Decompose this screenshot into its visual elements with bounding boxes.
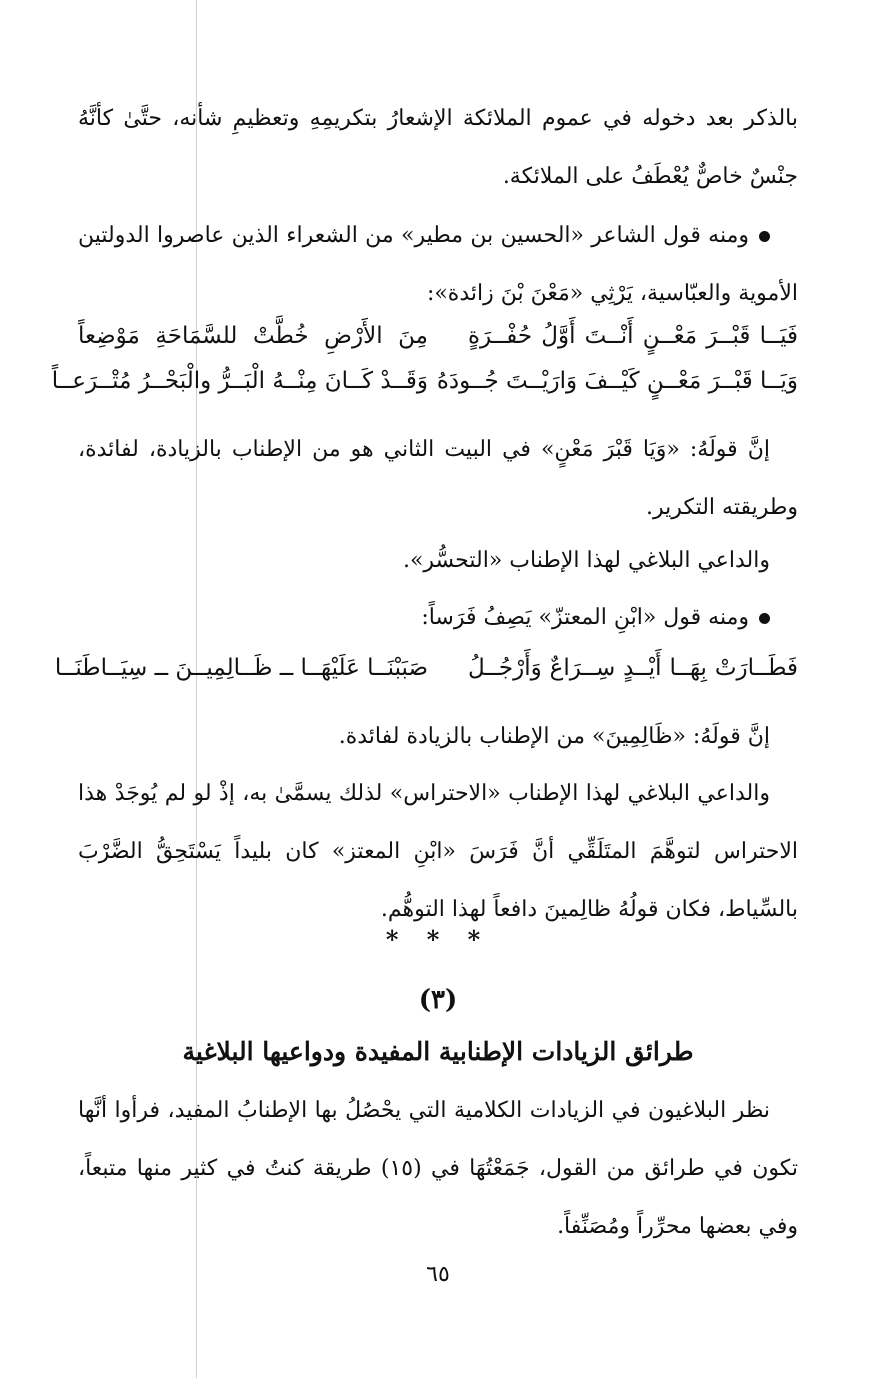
section-number: (٣) xyxy=(418,985,458,1015)
verse-3-second-hemistich: فَطَــارَتْ بِهَــا أَيْــدٍ سِــرَاعٌ وَأَرْجُــلُ xyxy=(468,655,798,681)
bullet-icon xyxy=(759,231,770,242)
verse-2-second-hemistich: وَقَــدْ كَــانَ مِنْــهُ الْبَــرُّ والْبَحْــرُ مُتْــرَعــاً xyxy=(51,368,428,394)
verse-1-first-hemistich: فَيَــا قَبْــرَ مَعْــنٍ أَنْــتَ أَوَّلُ حُفْــرَةٍ xyxy=(468,323,798,349)
paragraph-repetition-explanation: إنَّ قولَهُ: «وَيَا قَبْرَ مَعْنٍ» في البيت الثاني هو من الإطناب بالزيادة، لفائدة، وطريقته التكرير. xyxy=(78,437,798,520)
paragraph-precaution-motive: والداعي البلاغي لهذا الإطناب «الاحتراس» لذلك يسمَّىٰ به، إذْ لو لم يُوجَدْ هذا الاحتراس لتوهَّمَ المتَلَقِّي أنَّ فَرَسَ «ابْنِ المعتز» كان بليداً يَسْتَحِقُّ الضَّرْبَ بالسِّياط، فكان قولُهُ ظالِمينَ دافعاً لهذا التوهُّم. xyxy=(78,781,798,922)
verse-1-second-hemistich: مِنَ الأَرْضِ خُطَّتْ للسَّمَاحَةِ مَوْضِعاً xyxy=(78,323,428,349)
paragraph-ibn-mutazz-intro-text: ومنه قول «ابْنِ المعتزّ» يَصِفُ فَرَساً: xyxy=(421,605,749,630)
verse-2-first-hemistich: وَيَــا قَبْــرَ مَعْــنٍ كَيْــفَ وَارَيْــتَ جُــودَهُ xyxy=(436,368,798,394)
section-title: طرائق الزيادات الإطنابية المفيدة ودواعيها البلاغية xyxy=(182,1037,694,1066)
paragraph-rhetoricians-view: نظر البلاغيون في الزيادات الكلامية التي يحْصُلُ بها الإطنابُ المفيد، فرأوا أنَّها تكون في طرائق من القول، جَمَعْتُهَا في (١٥) طريقة كنتُ في كثير منها متبعاً، وفي بعضها محرِّراً ومُصَنِّفاً. xyxy=(78,1098,798,1239)
paragraph-lament-motive: والداعي البلاغي لهذا الإطناب «التحسُّر». xyxy=(402,548,770,573)
verse-line-3 xyxy=(54,655,798,699)
paragraph-zalimin-explanation: إنَّ قولَهُ: «ظَالِمِينَ» من الإطناب بالزيادة لفائدة. xyxy=(338,724,770,749)
paragraph-angels-continuation: بالذكر بعد دخوله في عموم الملائكة الإشعارُ بتكريمِهِ وتعظيمِ شأنه، حتَّىٰ كأنَّهُ جنْسٌ خاصٌّ يُعْطَفُ على الملائكة. xyxy=(78,106,798,189)
bullet-icon xyxy=(759,613,770,624)
paragraph-husayn-poem-intro xyxy=(78,207,798,323)
paragraph-ibn-mutazz-intro xyxy=(78,589,798,647)
verse-3-first-hemistich: صَبَبْنَــا عَلَيْهَــا ــ ظَــالِمِيــنَ ــ سِيَــاطَنَــا xyxy=(54,655,428,681)
verse-line-2 xyxy=(51,368,798,412)
paragraph-husayn-poem-intro-text: ومنه قول الشاعر «الحسين بن مطير» من الشعراء الذين عاصروا الدولتين الأموية والعبّاسية، يَرْثِي «مَعْنَ بْنَ زائدة»: xyxy=(78,223,798,306)
verse-line-1 xyxy=(78,323,798,367)
page-number: ٦٥ xyxy=(426,1262,450,1287)
section-separator: * * * xyxy=(385,925,491,954)
